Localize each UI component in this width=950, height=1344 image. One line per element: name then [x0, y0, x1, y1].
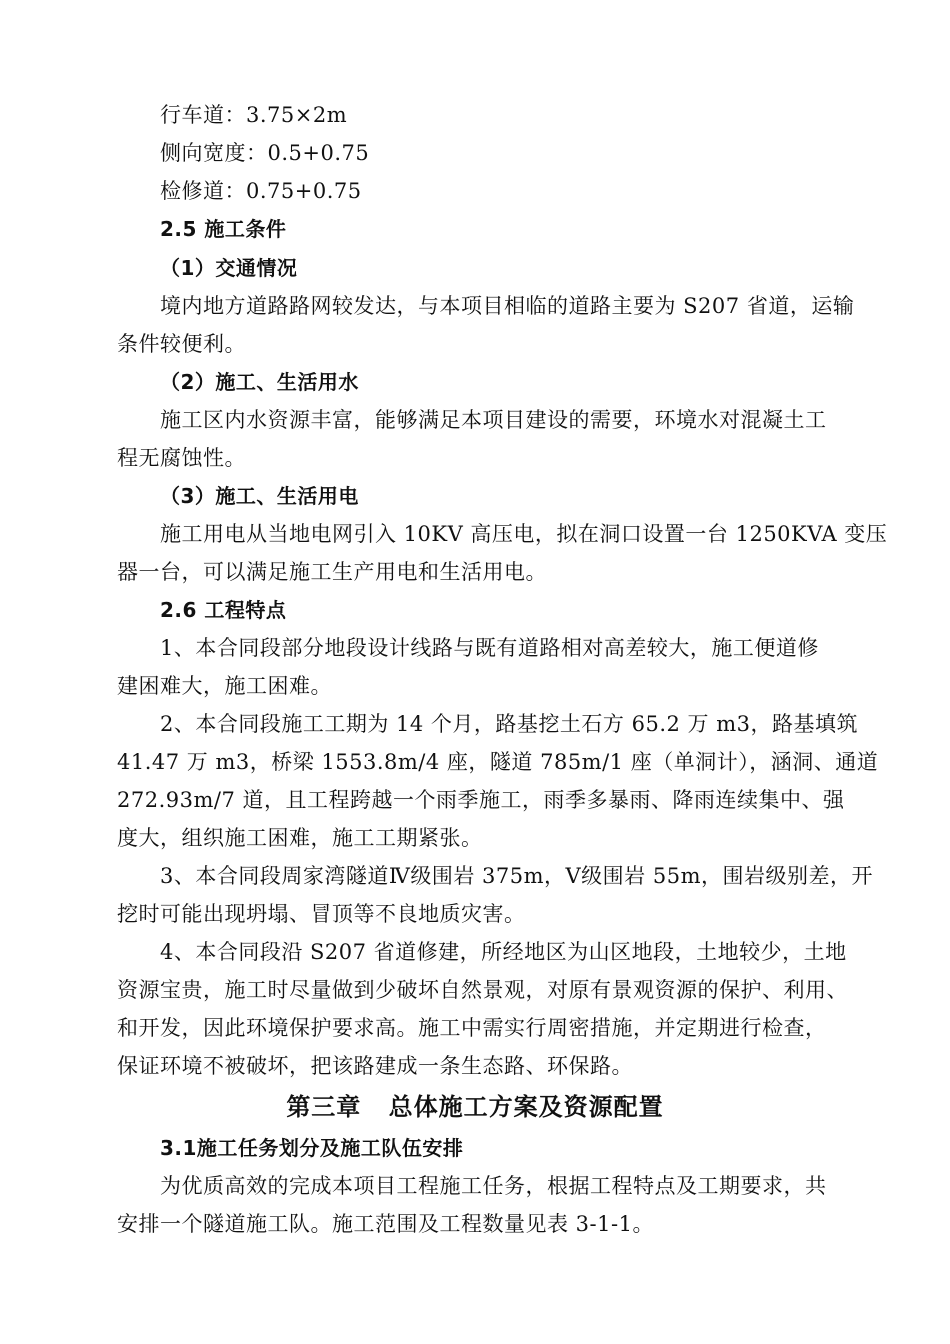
maintenance-path-line: 检修道：0.75+0.75: [160, 179, 362, 203]
paragraph-line: 272.93m/7 道，且工程跨越一个雨季施工，雨季多暴雨、降雨连续集中、强: [117, 788, 845, 812]
paragraph-line: 程无腐蚀性。: [117, 446, 246, 470]
paragraph-line: 度大，组织施工困难，施工工期紧张。: [117, 826, 483, 850]
chapter-title: 第三章 总体施工方案及资源配置: [286, 1093, 664, 1121]
section-heading-3-1: 3.1施工任务划分及施工队伍安排: [160, 1136, 464, 1160]
paragraph-line: 挖时可能出现坍塌、冒顶等不良地质灾害。: [117, 902, 526, 926]
paragraph-line: 施工区内水资源丰富，能够满足本项目建设的需要，环境水对混凝土工: [160, 408, 827, 432]
paragraph-line: 境内地方道路路网较发达，与本项目相临的道路主要为 S207 省道，运输: [160, 294, 855, 318]
paragraph-line: 施工用电从当地电网引入 10KV 高压电，拟在洞口设置一台 1250KVA 变压: [160, 522, 888, 546]
section-heading-2-5: 2.5 施工条件: [160, 217, 287, 241]
paragraph-line: 为优质高效的完成本项目工程施工任务，根据工程特点及工期要求，共: [160, 1174, 827, 1198]
paragraph-line: 保证环境不被破坏，把该路建成一条生态路、环保路。: [117, 1054, 633, 1078]
paragraph-line: 建困难大，施工困难。: [117, 674, 332, 698]
paragraph-line: 和开发，因此环境保护要求高。施工中需实行周密措施，并定期进行检查，: [117, 1016, 827, 1040]
lane-width-line: 行车道：3.75×2m: [160, 103, 348, 127]
paragraph-line: 器一台，可以满足施工生产用电和生活用电。: [117, 560, 547, 584]
side-width-line: 侧向宽度：0.5+0.75: [160, 141, 370, 165]
paragraph-line: 资源宝贵，施工时尽量做到少破坏自然景观，对原有景观资源的保护、利用、: [117, 978, 848, 1002]
paragraph-line: 安排一个隧道施工队。施工范围及工程数量见表 3-1-1。: [117, 1212, 654, 1236]
subheading-electricity: （3）施工、生活用电: [160, 484, 359, 508]
paragraph-line: 2、本合同段施工工期为 14 个月，路基挖土石方 65.2 万 m3，路基填筑: [160, 712, 858, 736]
paragraph-line: 3、本合同段周家湾隧道Ⅳ级围岩 375m，Ⅴ级围岩 55m，围岩级别差，开: [160, 864, 873, 888]
paragraph-line: 41.47 万 m3，桥梁 1553.8m/4 座，隧道 785m/1 座（单洞计），涵洞、通道: [117, 750, 879, 774]
paragraph-line: 4、本合同段沿 S207 省道修建，所经地区为山区地段，土地较少，土地: [160, 940, 847, 964]
paragraph-line: 1、本合同段部分地段设计线路与既有道路相对高差较大，施工便道修: [160, 636, 819, 660]
subheading-water: （2）施工、生活用水: [160, 370, 359, 394]
section-heading-2-6: 2.6 工程特点: [160, 598, 287, 622]
paragraph-line: 条件较便利。: [117, 332, 246, 356]
subheading-traffic: （1）交通情况: [160, 256, 298, 280]
